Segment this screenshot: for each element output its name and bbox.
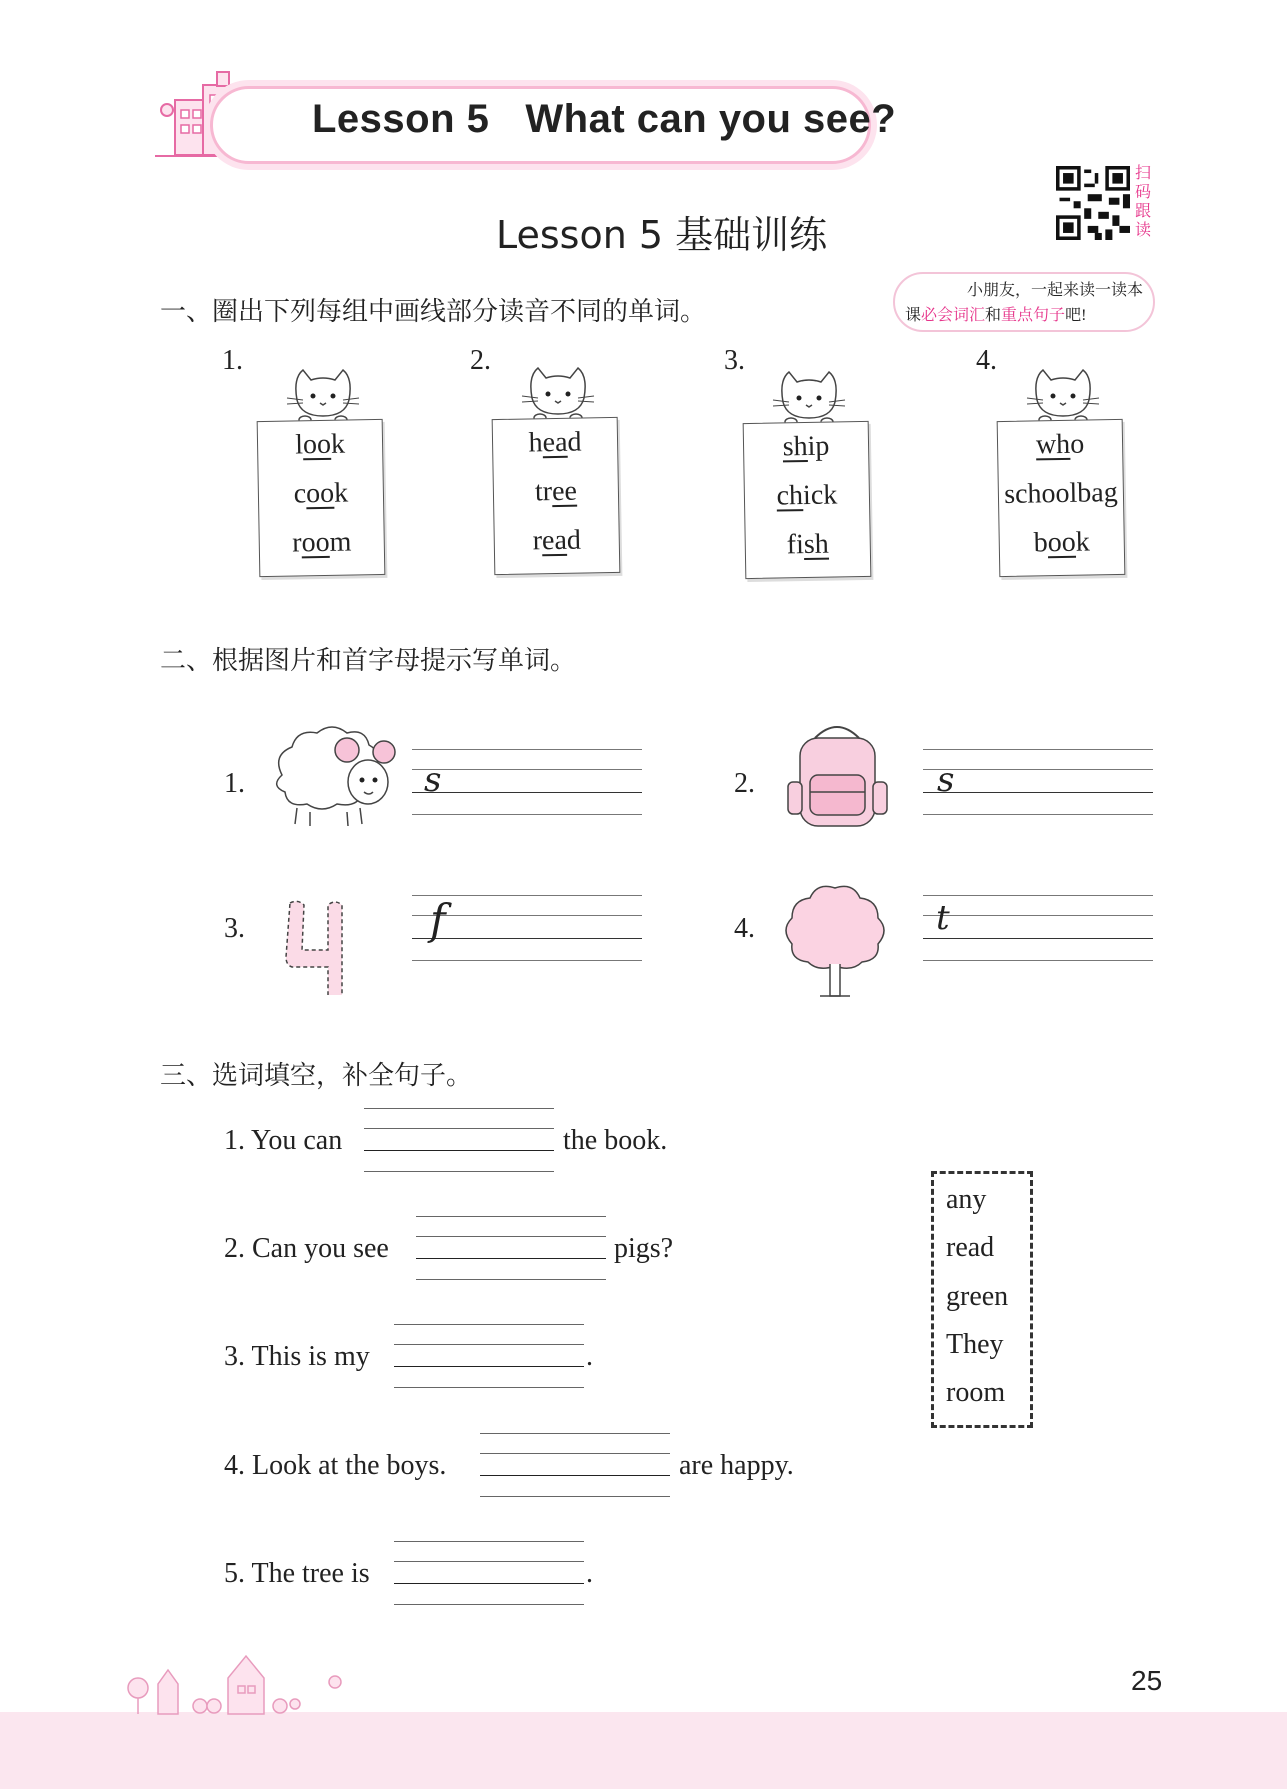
word-card	[257, 419, 386, 577]
sentence-2-start: 2. Can you see	[224, 1233, 389, 1264]
schoolbag-icon	[785, 720, 890, 835]
writing-lines[interactable]	[412, 895, 642, 961]
writing-lines[interactable]	[412, 749, 642, 815]
word-option: They	[946, 1329, 1004, 1360]
letter-hint: f	[430, 895, 446, 944]
cat-icon	[1023, 362, 1103, 424]
word-option[interactable]: book	[1033, 526, 1091, 559]
word-option: green	[946, 1281, 1009, 1312]
sentence-4-end: are happy.	[679, 1450, 794, 1481]
word-option[interactable]: schoolbag	[1003, 477, 1118, 510]
word-option: room	[946, 1377, 1006, 1408]
sentence-1-end: the book.	[563, 1125, 668, 1156]
group-number: 3.	[724, 345, 745, 376]
word-option[interactable]: read	[532, 524, 582, 557]
section-2-title: 二、根据图片和首字母提示写单词。	[160, 646, 577, 676]
word-option[interactable]: cook	[293, 477, 349, 510]
number-four-icon	[280, 895, 365, 995]
word-card	[743, 421, 872, 579]
group-number: 1.	[222, 345, 243, 376]
word-option: any	[946, 1184, 987, 1215]
item-number: 3.	[224, 913, 245, 944]
word-option[interactable]: ship	[782, 430, 830, 463]
letter-hint: s	[424, 760, 442, 800]
word-option: read	[946, 1232, 995, 1263]
qr-code-icon	[1056, 166, 1130, 240]
letter-hint: t	[936, 898, 950, 938]
section-1-title: 一、圈出下列每组中画线部分读音不同的单词。	[160, 297, 707, 327]
word-option[interactable]: tree	[534, 475, 578, 508]
word-option[interactable]: head	[528, 426, 582, 459]
tip-bubble	[893, 272, 1155, 332]
item-number: 4.	[734, 913, 755, 944]
cat-icon	[518, 360, 598, 422]
cat-icon	[283, 362, 363, 424]
letter-hint: s	[937, 760, 955, 800]
sentence-5-start: 5. The tree is	[224, 1558, 370, 1589]
answer-blank-1[interactable]	[364, 1108, 554, 1172]
group-number: 4.	[976, 345, 997, 376]
writing-lines[interactable]	[923, 749, 1153, 815]
word-box	[931, 1171, 1033, 1428]
sentence-3-start: 3. This is my	[224, 1341, 370, 1372]
group-number: 2.	[470, 345, 491, 376]
sentence-3-end: .	[586, 1341, 593, 1372]
writing-lines[interactable]	[923, 895, 1153, 961]
sheep-icon	[262, 720, 402, 830]
sentence-1-start: 1. You can	[224, 1125, 343, 1156]
tip-line-1: 小朋友，一起来读一读本	[966, 282, 1143, 299]
item-number: 1.	[224, 768, 245, 799]
word-option[interactable]: look	[294, 428, 346, 461]
tree-icon	[780, 880, 890, 1000]
qr-label: 扫码跟读	[1135, 163, 1152, 239]
word-card	[492, 417, 621, 575]
sentence-4-start: 4. Look at the boys.	[224, 1450, 447, 1481]
section-3-title: 三、选词填空，补全句子。	[160, 1061, 473, 1091]
page-number: 25	[1131, 1665, 1163, 1696]
footer-town-icon	[120, 1648, 400, 1716]
word-card	[997, 419, 1126, 577]
word-option[interactable]: room	[291, 526, 352, 559]
answer-blank-4[interactable]	[480, 1433, 670, 1497]
word-option[interactable]: fish	[786, 528, 830, 561]
item-number: 2.	[734, 768, 755, 799]
sentence-5-end: .	[586, 1558, 593, 1589]
answer-blank-3[interactable]	[394, 1324, 584, 1388]
answer-blank-5[interactable]	[394, 1541, 584, 1605]
sentence-2-end: pigs?	[614, 1233, 674, 1264]
lesson-title: Lesson 5 What can you see?	[312, 97, 897, 141]
word-option[interactable]: who	[1035, 428, 1085, 461]
footer-band	[0, 1712, 1287, 1789]
answer-blank-2[interactable]	[416, 1216, 606, 1280]
tip-line-2: 课必会词汇和重点句子吧!	[905, 307, 1087, 324]
page-subtitle: Lesson 5 基础训练	[496, 213, 828, 257]
word-option[interactable]: chick	[776, 479, 838, 512]
cat-icon	[769, 364, 849, 426]
